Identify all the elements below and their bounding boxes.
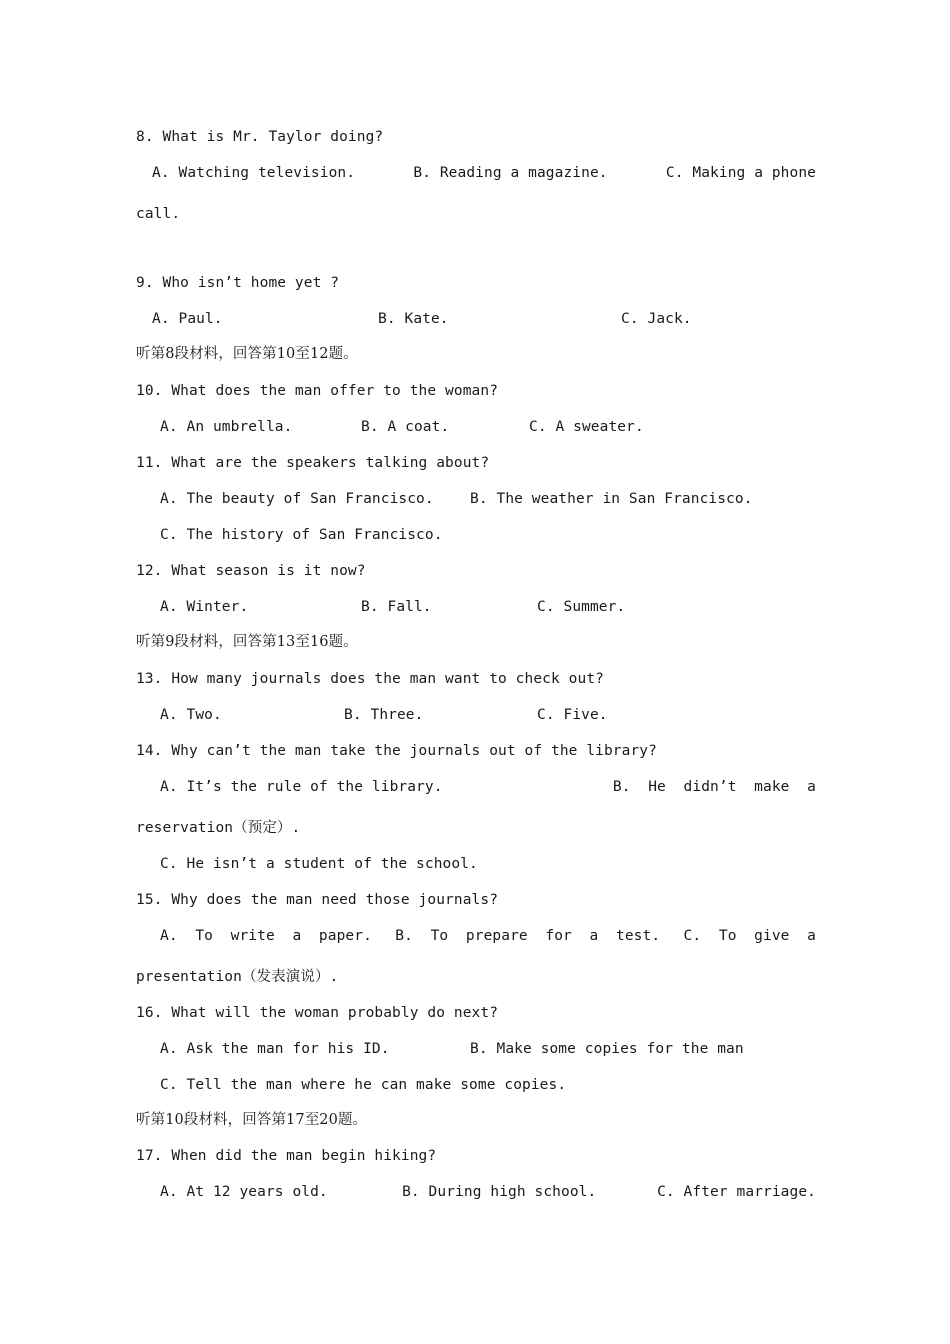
question-13-options	[136, 705, 816, 725]
option-b: B. A coat.	[361, 419, 450, 435]
question-8-options	[136, 163, 816, 183]
option-b: B. He didn’t make a	[612, 779, 816, 795]
question-9-options	[136, 309, 816, 329]
option-a: A. The beauty of San Francisco.	[160, 491, 434, 507]
option-a: A. At 12 years old.	[160, 1184, 328, 1200]
option-a: A. Paul.	[152, 311, 223, 327]
question-10-options	[136, 417, 816, 437]
option-c-continuation: presentation（发表演说）.	[136, 969, 339, 985]
question-11: 11. What are the speakers talking about?	[136, 455, 490, 471]
question-16-option-c-row	[136, 1075, 816, 1095]
question-14-option-c-row	[136, 854, 816, 874]
option-a: A. Watching television.	[152, 165, 356, 181]
question-11-option-c-row	[136, 525, 816, 545]
option-c: C. A sweater.	[529, 419, 644, 435]
option-b: B. Fall.	[361, 599, 432, 615]
question-13: 13. How many journals does the man want to check out?	[136, 671, 604, 687]
question-12: 12. What season is it now?	[136, 563, 366, 579]
question-12-options	[136, 597, 816, 617]
option-b-continuation: reservation（预定）.	[136, 820, 301, 836]
question-15: 15. Why does the man need those journals?	[136, 892, 499, 908]
option-a: A. Winter.	[160, 599, 249, 615]
option-b: B. The weather in San Francisco.	[470, 491, 753, 507]
section-heading-9: 听第9段材料，回答第13至16题。	[136, 634, 358, 650]
question-16: 16. What will the woman probably do next?	[136, 1005, 499, 1021]
option-c: C. Jack.	[621, 311, 692, 327]
question-16-options	[136, 1039, 816, 1059]
question-10: 10. What does the man offer to the woman?	[136, 383, 499, 399]
section-heading-8: 听第8段材料，回答第10至12题。	[136, 346, 358, 362]
option-a: A. To write a paper.	[160, 928, 372, 944]
option-b: B. Kate.	[378, 311, 449, 327]
option-c-continuation: call.	[136, 206, 181, 222]
option-c: C. The history of San Francisco.	[160, 527, 443, 543]
option-c: C. Summer.	[537, 599, 626, 615]
option-a: A. An umbrella.	[160, 419, 293, 435]
question-8: 8. What is Mr. Taylor doing?	[136, 129, 384, 145]
question-11-options	[136, 489, 816, 509]
question-14: 14. Why can’t the man take the journals out of the library?	[136, 743, 657, 759]
question-17-options	[136, 1182, 816, 1202]
option-c: C. Tell the man where he can make some copies.	[160, 1077, 567, 1093]
option-b: B. To prepare for a test.	[395, 928, 661, 944]
option-c: C. After marriage.	[657, 1184, 816, 1200]
question-17: 17. When did the man begin hiking?	[136, 1148, 437, 1164]
option-c: C. Making a phone	[665, 165, 816, 181]
option-b: B. Reading a magazine.	[413, 165, 608, 181]
option-b: B. Three.	[344, 707, 424, 723]
option-c: C. To give a	[683, 928, 816, 944]
option-b: B. During high school.	[402, 1184, 597, 1200]
question-14-options	[136, 777, 816, 797]
option-b: B. Make some copies for the man	[470, 1041, 744, 1057]
option-a: A. It’s the rule of the library.	[160, 779, 443, 795]
section-heading-10: 听第10段材料，回答第17至20题。	[136, 1112, 368, 1128]
option-c: C. He isn’t a student of the school.	[160, 856, 478, 872]
option-c: C. Five.	[537, 707, 608, 723]
option-a: A. Ask the man for his ID.	[160, 1041, 390, 1057]
question-15-options	[136, 926, 816, 946]
option-a: A. Two.	[160, 707, 222, 723]
question-9: 9. Who isn’t home yet ?	[136, 275, 340, 291]
